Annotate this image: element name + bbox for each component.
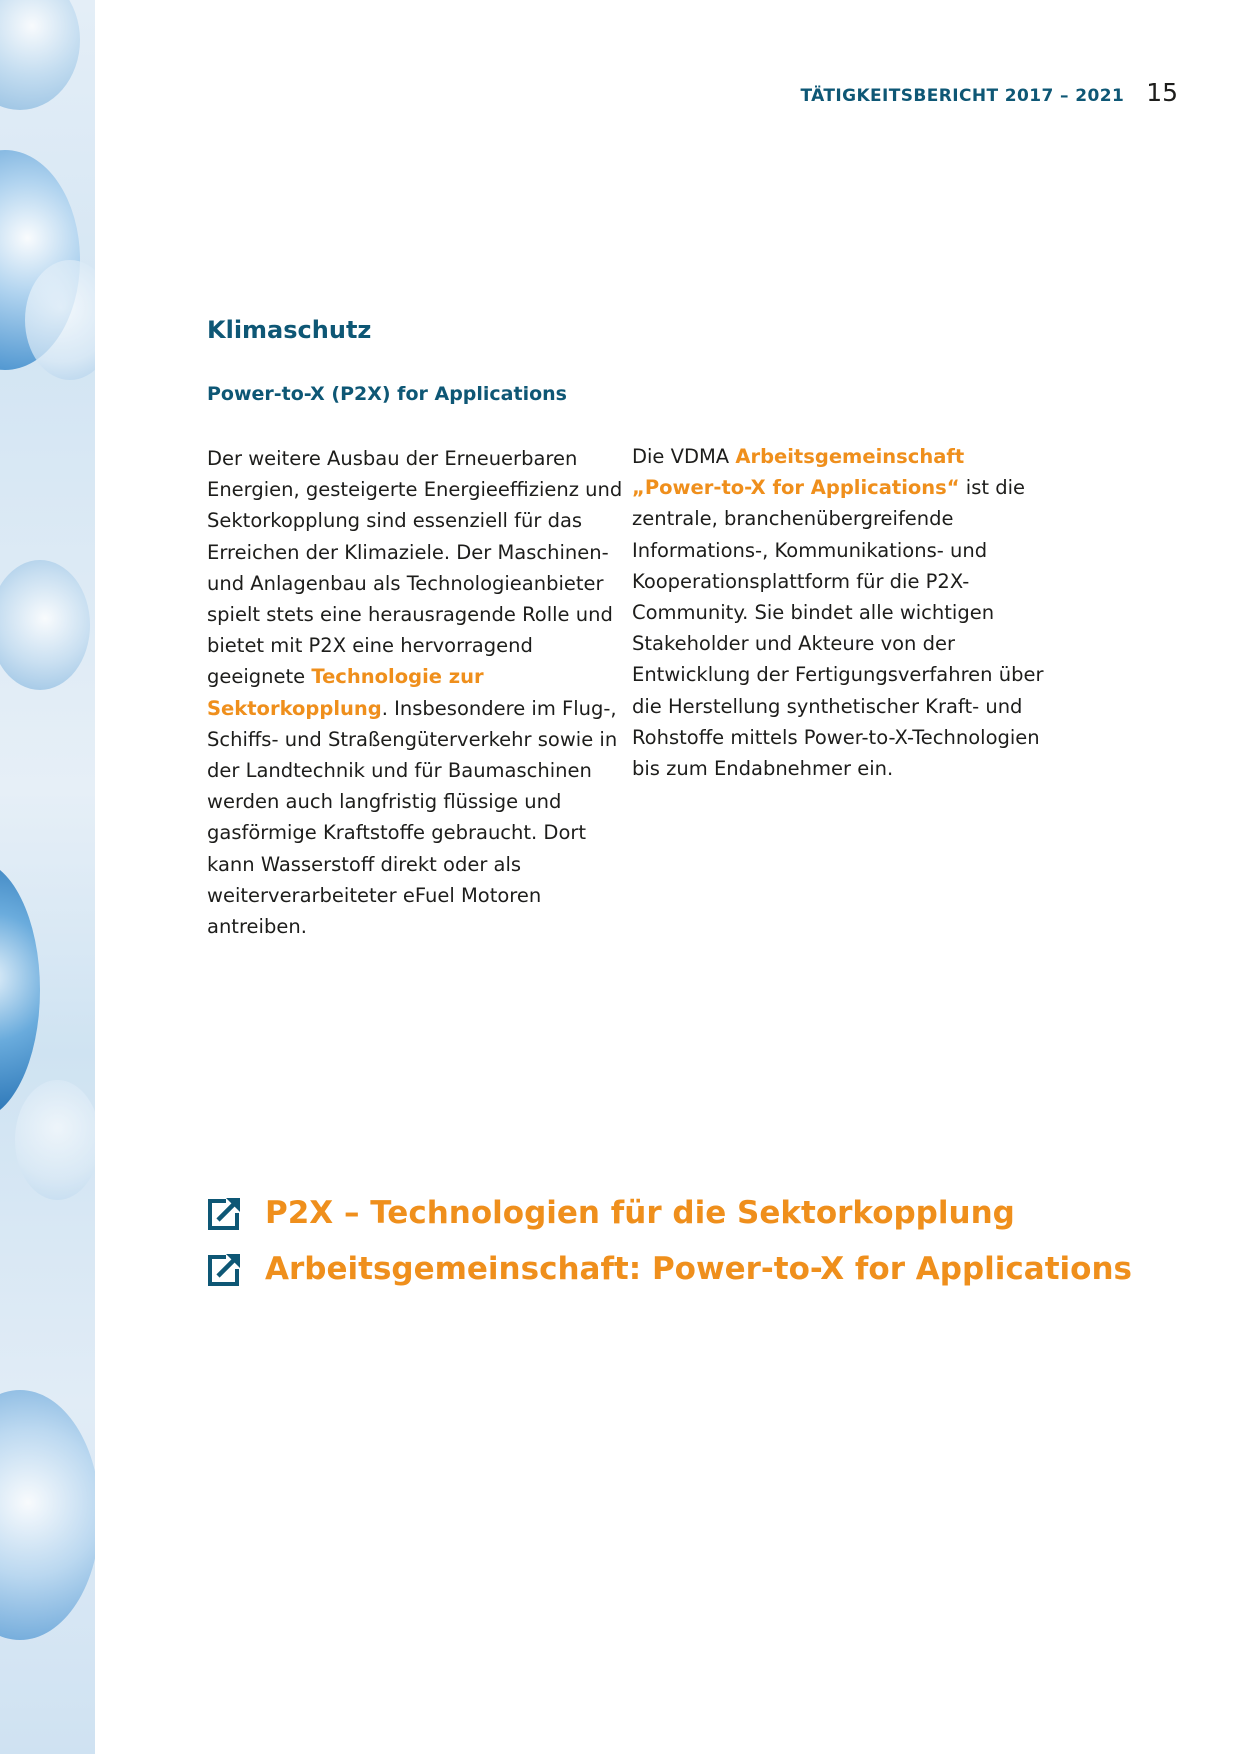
external-link-icon (207, 1251, 243, 1287)
link-arbeitsgemeinschaft-p2x[interactable] (207, 1251, 1132, 1287)
highlight-link-arbeitsgemeinschaft[interactable]: Arbeitsgemeinschaft „Power-to-X for Applications“ (632, 445, 965, 500)
paragraph-text: ist die zentrale, branchenübergreifende Informations-, Kommunikations- und Kooperationsplattform für die P2X-Community. Sie bindet alle wichtigen Stakeholder und Akteure von der Entwicklung der Fertigungsverfahren über die Herstellung synthetischer Kraft- und Rohstoffe mittels Power-to-X-Technologien bis zum Endabnehmer ein. (632, 476, 1044, 781)
bubble-decoration (0, 0, 80, 110)
bubble-decoration (0, 560, 90, 690)
bubble-decoration (0, 860, 40, 1120)
decorative-water-bubbles-image (0, 0, 95, 1754)
bubble-decoration (0, 1390, 95, 1640)
paragraph-text: Die VDMA (632, 445, 736, 468)
report-title: TÄTIGKEITSBERICHT 2017 – 2021 (800, 86, 1125, 106)
link-label[interactable]: P2X – Technologien für die Sektorkopplung (265, 1195, 1015, 1231)
link-p2x-technologien[interactable] (207, 1195, 1015, 1231)
left-column-text (207, 443, 627, 942)
highlight-link-sektorkopplung[interactable]: Technologie zur Sektorkopplung (207, 665, 484, 720)
link-label[interactable]: Arbeitsgemeinschaft: Power-to-X for Applications (265, 1251, 1132, 1287)
paragraph-text: Der weitere Ausbau der Erneuerbaren Energien, gesteigerte Energieeffizienz und Sektorkopplung sind essenziell für das Erreichen der Klimaziele. Der Maschinen- und Anlagenbau als Technologieanbieter spielt stets eine herausragende Rolle und bietet mit P2X eine hervorragend geeignete (207, 447, 623, 689)
page-number: 15 (1146, 78, 1178, 107)
page-header (800, 78, 1178, 107)
right-column-text (632, 441, 1052, 784)
external-link-icon (207, 1195, 243, 1231)
section-title: Klimaschutz (207, 316, 372, 344)
bubble-decoration (15, 1080, 95, 1200)
subsection-title: Power-to-X (P2X) for Applications (207, 383, 567, 405)
paragraph-text: . Insbesondere im Flug-, Schiffs- und Straßengüterverkehr sowie in der Landtechnik und für Baumaschinen werden auch langfristig flüssige und gasförmige Kraftstoffe gebraucht. Dort kann Wasserstoff direkt oder als weiterverarbeiteter eFuel Motoren antreiben. (207, 696, 618, 939)
